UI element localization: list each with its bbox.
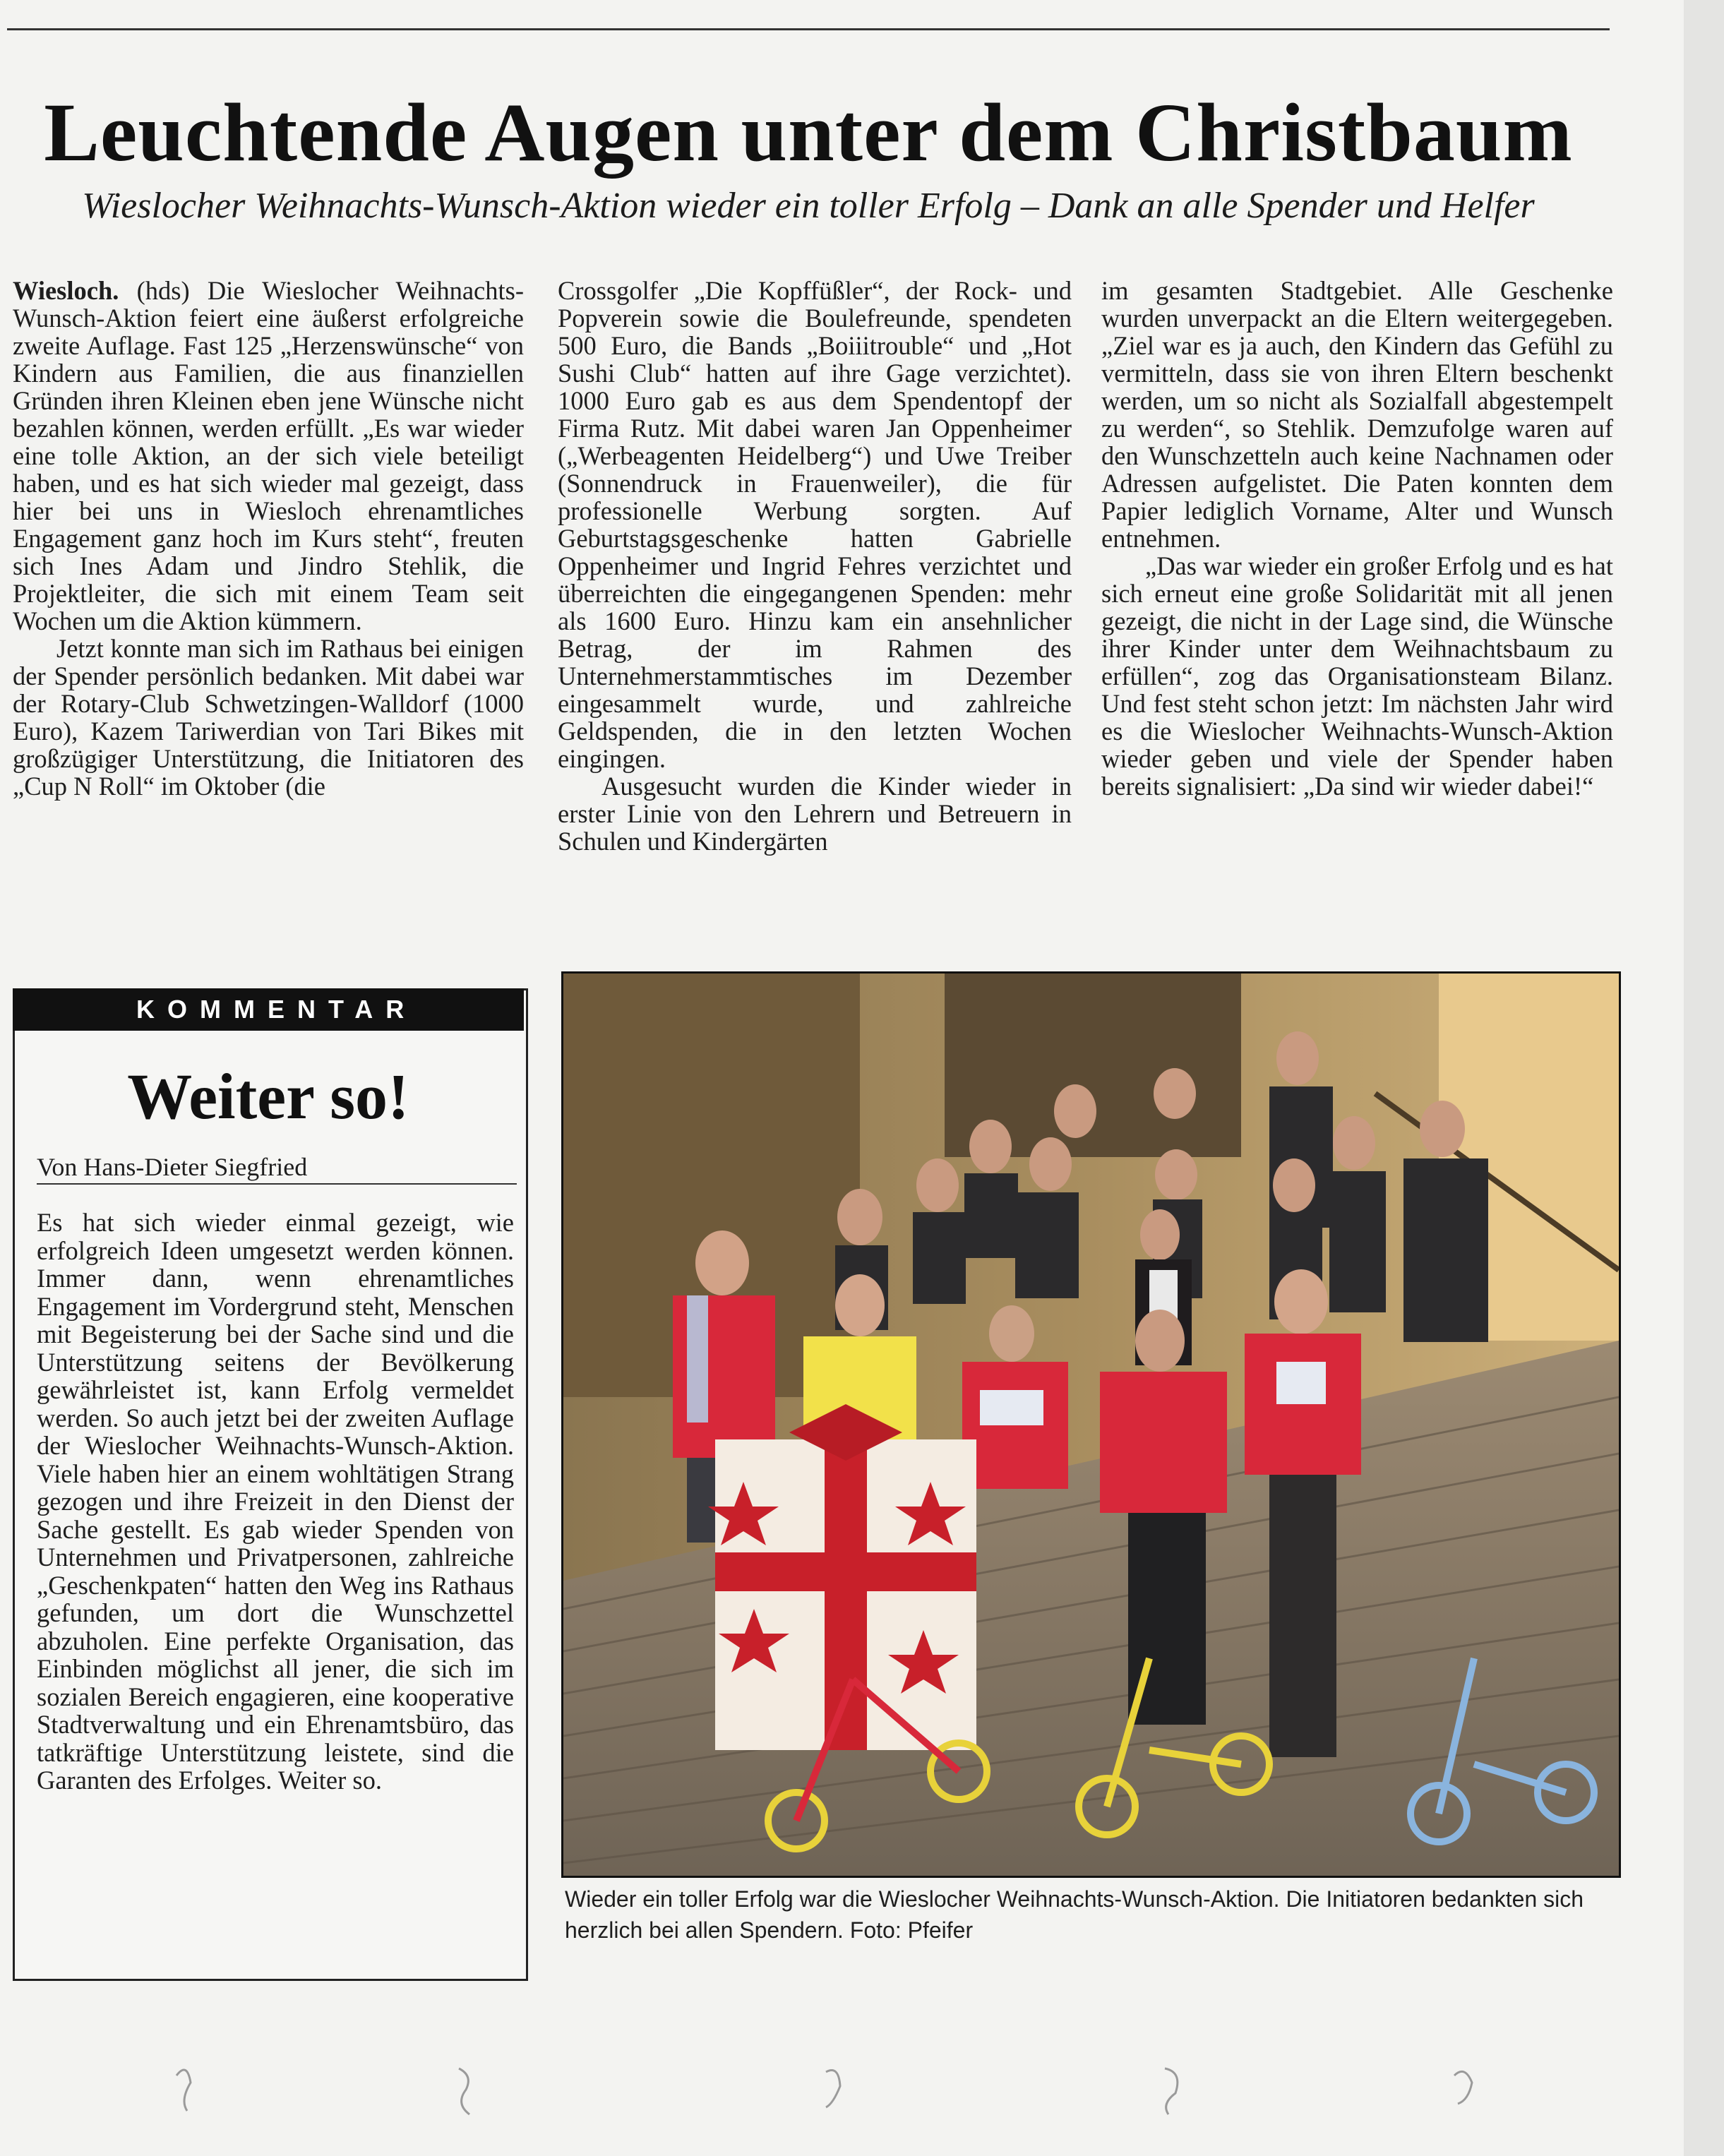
headline: Leuchtende Augen unter dem Christbaum <box>44 86 1573 179</box>
article-column-1 <box>13 277 524 800</box>
article-paragraph: Jetzt konnte man sich im Rathaus bei einigen der Spender persönlich bedanken. Mit dabei war der Rotary-Club Schwetzingen-Walldorf (1000 Euro), Kazem Tariwerdian von Tari Bikes mit großzügiger Unterstützung, die Initiatoren des „Cup N Roll“ im Oktober (die <box>13 634 524 801</box>
dateline: Wiesloch. <box>13 276 119 305</box>
article-paragraph: Ausgesucht wurden die Kinder wieder in erster Linie von den Lehrern und Betreuern in Schulen und Kindergärten <box>558 772 1072 856</box>
comment-text: Es hat sich wieder einmal gezeigt, wie erfolgreich Ideen umgesetzt werden können. Immer dann, wenn ehrenamtliches Engagement im Vordergrund steht, Menschen mit Begeisterung bei der Sache sind und die Unterstützung seitens der Bevölkerung gewährleistet ist, kann Erfolg vermeldet werden. So auch jetzt bei der zweiten Auflage der Wieslocher Weihnachts-Wunsch-Aktion. Viele haben hier an einem wohltätigen Strang gezogen und ihre Freizeit in den Dienst der Sache gestellt. Es gab wieder Spenden von Unternehmen und Privatpersonen, zahlreiche „Geschenkpaten“ hatten den Weg ins Rathaus gefunden, um dort die Wunschzettel abzuholen. Eine perfekte Organisation, das Einbinden möglichst all jener, die sich im sozialen Bereich engagieren, eine kooperative Stadtverwaltung und ein Ehrenamtsbüro, das tatkräftige Unterstützung leistete, sind die Garanten des Erfolges. Weiter so. <box>37 1208 514 1795</box>
lead-text: (hds) Die Wieslocher Weihnachts-Wunsch-Aktion feiert eine äußerst erfolgreiche zweite Auflage. Fast 125 „Herzenswünsche“ von Kindern aus Familien, die aus finanziellen Gründen ihren Kleinen eben jene Wünsche nicht bezahlen können, werden erfüllt. „Es war wieder eine tolle Aktion, an der sich viele beteiligt haben, und es hat sich wieder mal gezeigt, dass hier bei uns in Wiesloch ehrenamtliches Engagement ganz hoch im Kurs steht“, freuten sich Ines Adam und Jindro Stehlik, die Projektleiter, die sich mit einem Team seit Wochen um die Aktion kümmern. <box>13 276 524 635</box>
comment-title: Weiter so! <box>127 1060 409 1132</box>
article-photo <box>561 971 1621 1878</box>
comment-divider <box>37 1183 517 1185</box>
article-lead-paragraph <box>13 277 524 635</box>
article-column-2 <box>558 277 1072 855</box>
comment-author: Von Hans-Dieter Siegfried <box>37 1153 308 1181</box>
page-edge-shadow <box>1684 0 1724 2156</box>
photo-caption: Wieder ein toller Erfolg war die Wieslocher Weihnachts-Wunsch-Aktion. Die Initiatoren bedankten sich herzlich bei allen Spendern. Foto: Pfeifer <box>565 1886 1584 1943</box>
article-column-3 <box>1101 277 1613 800</box>
comment-label: KOMMENTAR <box>13 988 524 1031</box>
top-rule <box>7 28 1610 30</box>
article-paragraph: „Das war wieder ein großer Erfolg und es hat sich erneut eine große Solidarität mit all jenen gezeigt, die nicht in der Lage sind, die Wünsche ihrer Kinder unter dem Weihnachtsbaum zu erfüllen“, zog das Organisationsteam Bilanz. Und fest steht schon jetzt: Im nächsten Jahr wird es die Wieslocher Weihnachts-Wunsch-Aktion wieder geben und viele der Spender haben bereits signalisiert: „Da sind wir wieder dabei!“ <box>1101 551 1613 801</box>
subheadline: Wieslocher Weihnachts-Wunsch-Aktion wieder ein toller Erfolg – Dank an alle Spender und Helfer <box>82 186 1535 226</box>
article-paragraph: im gesamten Stadtgebiet. Alle Geschenke wurden unverpackt an die Eltern weitergegeben. „Ziel war es ja auch, den Kindern das Gefühl zu vermitteln, dass sie von ihren Eltern beschenkt werden, um so nicht als Sozialfall abgestempelt zu werden“, so Stehlik. Demzufolge waren auf den Wunschzetteln auch keine Nachnamen oder Adressen aufgelistet. Die Paten konnten dem Papier lediglich Vorname, Alter und Wunsch entnehmen. <box>1101 276 1613 553</box>
punch-hole-marks <box>169 2054 1511 2118</box>
article-paragraph: Crossgolfer „Die Kopffüßler“, der Rock- und Popverein sowie die Boulefreunde, spendeten 500 Euro, die Bands „Boiiitrouble“ und „Hot Sushi Club“ hatten auf ihre Gage verzichtet). 1000 Euro gab es aus dem Spendentopf der Firma Rutz. Mit dabei waren Jan Oppenheimer („Werbeagenten Heidelberg“) und Uwe Treiber (Sonnendruck in Frauenweiler), die für professionelle Werbung sorgten. Auf Geburtstagsgeschenke hatten Gabrielle Oppenheimer und Ingrid Fehres verzichtet und überreichten die eingegangenen Spenden: mehr als 1600 Euro. Hinzu kam ein ansehnlicher Betrag, der im Rahmen des Unternehmerstammtisches im Dezember eingesammelt wurde, und zahlreiche Geldspenden, die in den letzten Wochen eingingen. <box>558 276 1072 773</box>
